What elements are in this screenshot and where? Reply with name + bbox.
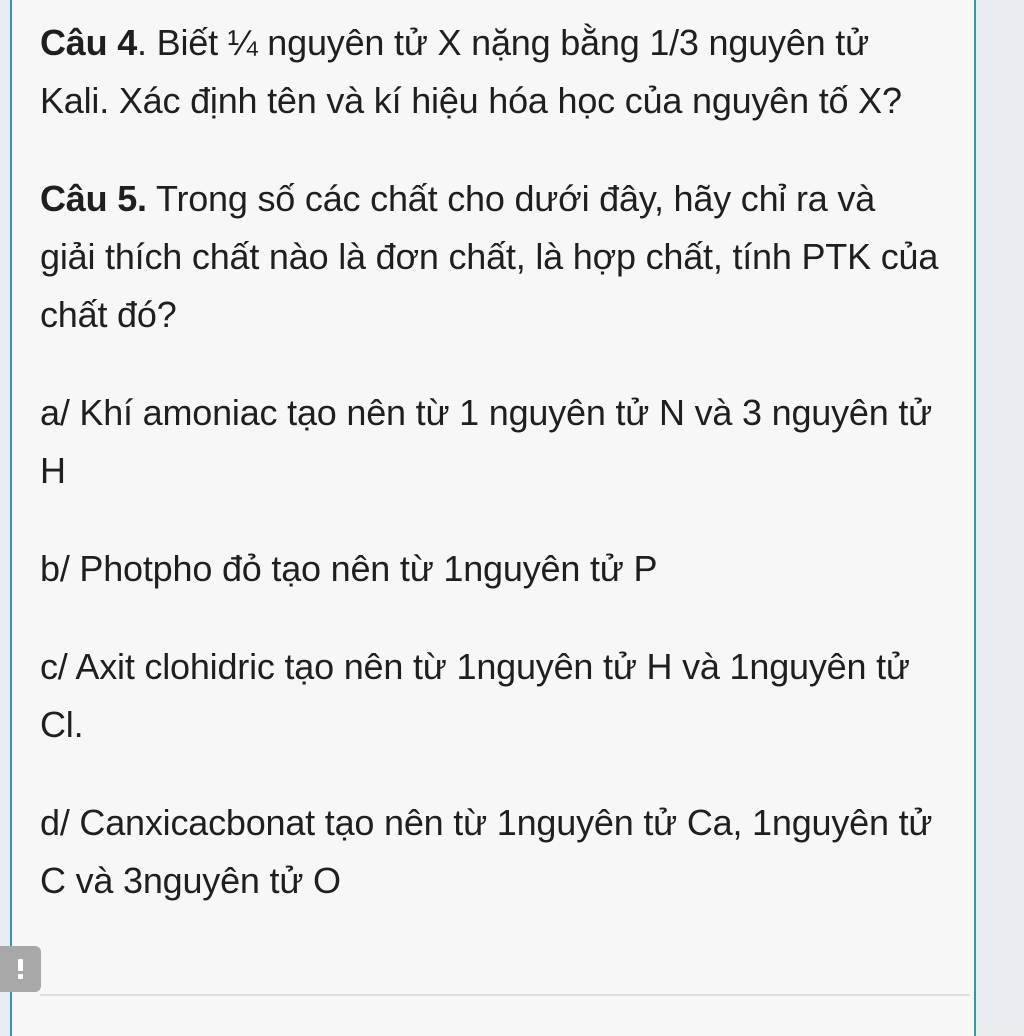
- divider: [40, 994, 970, 996]
- report-button[interactable]: [0, 946, 41, 992]
- question-5-text: Trong số các chất cho dưới đây, hãy chỉ ra và giải thích chất nào là đơn chất, là hợp chất, tính PTK của chất đó?: [40, 178, 939, 335]
- question-content: [40, 14, 940, 950]
- question-5-item-c: c/ Axit clohidric tạo nên từ 1nguyên tử H và 1nguyên tử Cl.: [40, 646, 910, 745]
- question-4: [40, 14, 940, 130]
- question-5-item-d: d/ Canxicacbonat tạo nên từ 1nguyên tử Ca, 1nguyên tử C và 3nguyên tử O: [40, 802, 933, 901]
- question-4-label: Câu 4: [40, 22, 138, 63]
- question-4-text: . Biết ¼ nguyên tử X nặng bằng 1/3 nguyên tử Kali. Xác định tên và kí hiệu hóa học của nguyên tố X?: [40, 22, 902, 121]
- question-5-item-a: a/ Khí amoniac tạo nên từ 1 nguyên tử N và 3 nguyên tử H: [40, 392, 933, 491]
- question-5-label: Câu 5.: [40, 178, 147, 219]
- question-5-item-b: b/ Photpho đỏ tạo nên từ 1nguyên tử P: [40, 548, 658, 589]
- right-gutter: [978, 0, 1024, 1017]
- exclamation-icon: [18, 959, 23, 979]
- question-5: [40, 170, 940, 344]
